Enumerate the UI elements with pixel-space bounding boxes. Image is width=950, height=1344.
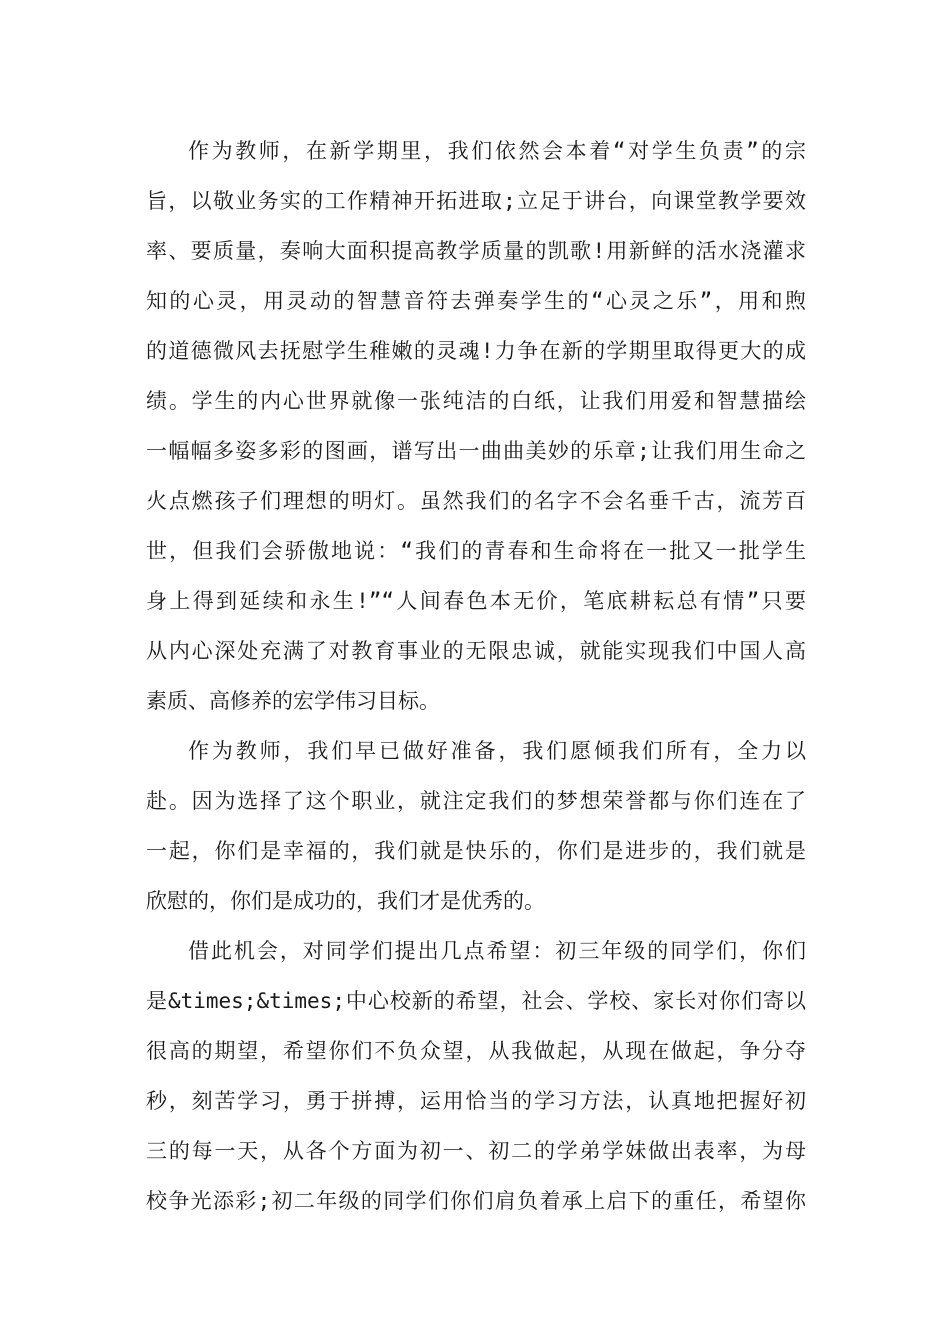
text-line: 赴。因为选择了这个职业，就注定我们的梦想荣誉都与你们连在了 [146, 789, 806, 813]
text-line: 火点燃孩子们理想的明灯。虽然我们的名字不会名垂千古，流芳百 [146, 489, 806, 513]
text-line: 作为教师，我们早已做好准备，我们愿倾我们所有，全力以 [188, 739, 806, 763]
body-text [146, 126, 806, 1226]
paragraph-2 [146, 726, 806, 926]
text-line: 一起，你们是幸福的，我们就是快乐的，你们是进步的，我们就是 [146, 839, 806, 863]
text-line: 很高的期望，希望你们不负众望，从我做起，从现在做起，争分夺 [146, 1039, 806, 1063]
text-line: 从内心深处充满了对教育事业的无限忠诚，就能实现我们中国人高 [146, 639, 806, 663]
text-line: 的道德微风去抚慰学生稚嫩的灵魂!力争在新的学期里取得更大的成 [146, 339, 806, 363]
text-line: 率、要质量，奏响大面积提高教学质量的凯歌!用新鲜的活水浇灌求 [146, 239, 806, 263]
text-line: 旨，以敬业务实的工作精神开拓进取;立足于讲台，向课堂教学要效 [146, 189, 806, 213]
text-line: 秒，刻苦学习，勇于拼搏，运用恰当的学习方法，认真地把握好初 [146, 1089, 806, 1113]
text-line: 校争光添彩;初二年级的同学们你们肩负着承上启下的重任，希望你 [146, 1189, 806, 1213]
text-line: 作为教师，在新学期里，我们依然会本着“对学生负责”的宗 [188, 139, 806, 163]
paragraph-3 [146, 926, 806, 1226]
text-line: 三的每一天，从各个方面为初一、初二的学弟学妹做出表率，为母 [146, 1139, 806, 1163]
text-line: 身上得到延续和永生!”“人间春色本无价，笔底耕耘总有情”只要 [146, 589, 806, 613]
text-line: 一幅幅多姿多彩的图画，谱写出一曲曲美妙的乐章;让我们用生命之 [146, 439, 806, 463]
text-line: 绩。学生的内心世界就像一张纯洁的白纸，让我们用爱和智慧描绘 [146, 389, 806, 413]
text-line: 是&times;&times;中心校新的希望，社会、学校、家长对你们寄以 [146, 989, 806, 1013]
text-line: 借此机会，对同学们提出几点希望：初三年级的同学们，你们 [188, 939, 806, 963]
text-line: 欣慰的，你们是成功的，我们才是优秀的。 [146, 889, 545, 913]
paragraph-1 [146, 126, 806, 726]
text-line: 素质、高修养的宏学伟习目标。 [146, 689, 440, 713]
text-line: 知的心灵，用灵动的智慧音符去弹奏学生的“心灵之乐”，用和煦 [146, 289, 806, 313]
text-line: 世，但我们会骄傲地说：“我们的青春和生命将在一批又一批学生 [146, 539, 806, 563]
